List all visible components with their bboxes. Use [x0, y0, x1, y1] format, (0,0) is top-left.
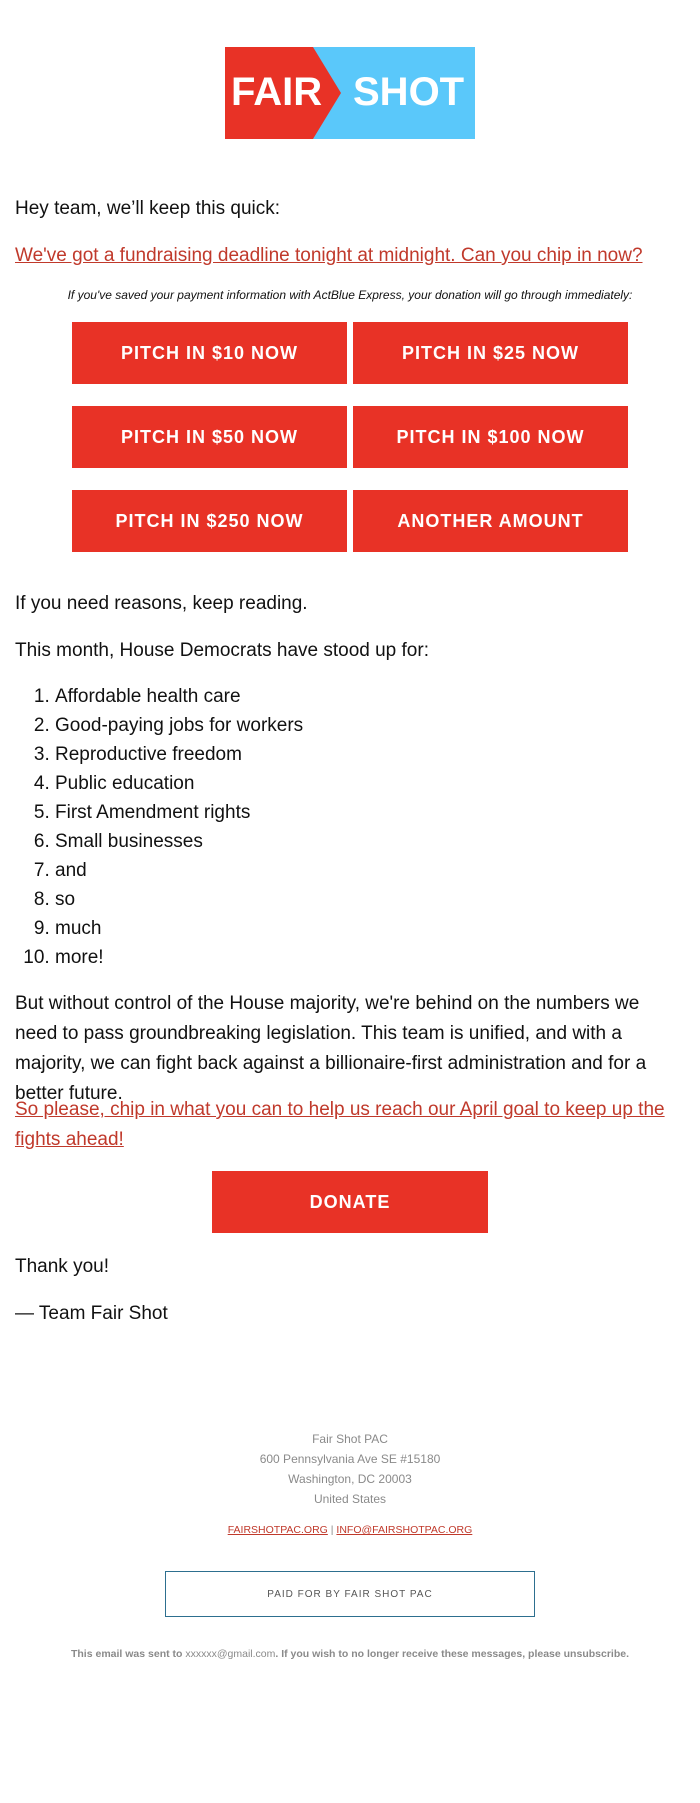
donate-button[interactable]: DONATE — [212, 1171, 488, 1233]
another-amount-button[interactable]: ANOTHER AMOUNT — [353, 490, 628, 552]
pitch-250-button[interactable]: PITCH IN $250 NOW — [72, 490, 347, 552]
paid-for-disclaimer: PAID FOR BY FAIR SHOT PAC — [165, 1571, 535, 1617]
list-item: 7. and — [55, 856, 700, 885]
footer-street: 600 Pennsylvania Ave SE #15180 — [259, 1452, 441, 1466]
footer-country: United States — [313, 1492, 387, 1506]
list-item: 9. much — [55, 914, 700, 943]
pitch-100-button[interactable]: PITCH IN $100 NOW — [353, 406, 628, 468]
list-item: 3. Reproductive freedom — [55, 740, 700, 769]
list-item: 4. Public education — [55, 769, 700, 798]
footer-separator: | — [330, 1524, 334, 1536]
website-link[interactable]: FAIRSHOTPAC.ORG — [227, 1524, 328, 1536]
april-goal-link[interactable]: So please, chip in what you can to help us reach our April goal to keep up the fights ahead! — [15, 1099, 665, 1150]
deadline-paragraph — [15, 241, 685, 271]
list-item: 6. Small businesses — [55, 827, 700, 856]
footer-city: Washington, DC 20003 — [288, 1472, 412, 1486]
list-item: 1. Affordable health care — [55, 682, 700, 711]
april-paragraph — [15, 1095, 685, 1155]
footer-links — [0, 1524, 700, 1536]
pitch-25-button[interactable]: PITCH IN $25 NOW — [353, 322, 628, 384]
reasons-list — [15, 682, 700, 972]
list-item: 2. Good-paying jobs for workers — [55, 711, 700, 740]
list-item: 10. more! — [55, 943, 700, 972]
actblue-express-note: If you've saved your payment information with ActBlue Express, your donation will go through immediately: — [67, 288, 633, 302]
pitch-50-button[interactable]: PITCH IN $50 NOW — [72, 406, 347, 468]
thanks-text: Thank you! — [15, 1256, 109, 1277]
logo-word-fair: FAIR — [231, 70, 323, 114]
body-text: But without control of the House majority, we're behind on the numbers we need to pass groundbreaking legislation. This team is unified, and with a majority, we can fight back against a billionaire-first administration and for a better future. — [15, 993, 647, 1104]
reasons-intro-text: If you need reasons, keep reading. — [15, 593, 308, 614]
pitch-10-button[interactable]: PITCH IN $10 NOW — [72, 322, 347, 384]
list-item: 8. so — [55, 885, 700, 914]
sent-suffix[interactable]: . If you wish to no longer receive these messages, please unsubscribe. — [275, 1648, 629, 1660]
month-intro-text: This month, House Democrats have stood up for: — [15, 640, 429, 661]
sent-email: xxxxxx@gmail.com — [185, 1648, 276, 1660]
deadline-link[interactable]: We've got a fundraising deadline tonight at midnight. Can you chip in now? — [15, 245, 643, 266]
intro-text: Hey team, we’ll keep this quick: — [15, 198, 281, 219]
list-item: 5. First Amendment rights — [55, 798, 700, 827]
footer-org: Fair Shot PAC — [312, 1432, 388, 1446]
footer-address — [0, 1429, 700, 1509]
fair-shot-logo — [225, 47, 475, 139]
email-link[interactable]: INFO@FAIRSHOTPAC.ORG — [336, 1524, 473, 1536]
unsubscribe-notice — [0, 1648, 700, 1660]
logo-word-shot: SHOT — [353, 70, 465, 114]
signoff-text: — Team Fair Shot — [15, 1303, 168, 1324]
sent-prefix: This email was sent to — [70, 1648, 183, 1660]
